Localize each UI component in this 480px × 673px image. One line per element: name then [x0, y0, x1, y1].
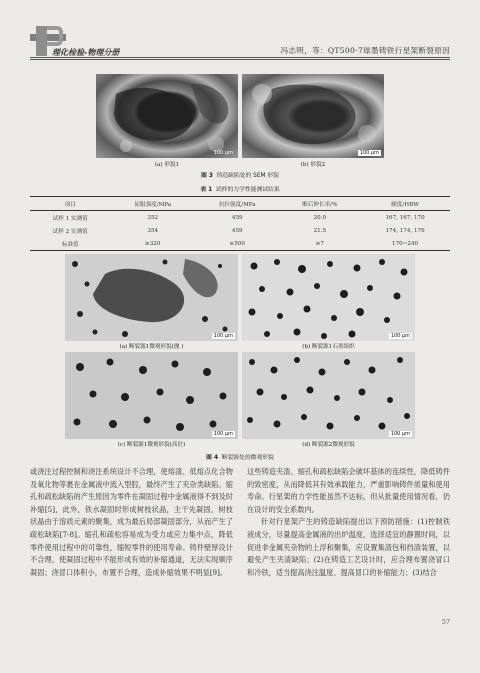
- micrograph-dots: [65, 254, 238, 341]
- figure3-sub-caption-a: (a) 形貌1: [154, 162, 180, 168]
- table-header: 抗拉强度/MPa: [218, 201, 256, 208]
- micrograph-graphite-structure: [242, 254, 415, 341]
- table-cell: 352: [147, 214, 159, 221]
- micrograph-fracture-source-1-high-mag: [65, 352, 238, 439]
- body-column-right: [247, 466, 450, 579]
- figure4-sub-caption-d: (d) 断裂源2微观形貌: [302, 442, 355, 448]
- table-cell: 20.0: [313, 214, 327, 221]
- micrograph-fracture-source-1: [65, 254, 238, 341]
- table-cell: 试样 1 实测值: [52, 215, 88, 222]
- scale-bar-label: 100 μm: [359, 150, 379, 156]
- page-number: 57: [441, 618, 450, 626]
- table-cell: 标准值: [61, 241, 79, 248]
- table-header-row: [30, 197, 450, 211]
- figure3-sub-caption-b: (b) 形貌2: [300, 162, 326, 168]
- journal-name: 理化检验-物理分册: [52, 48, 120, 57]
- sem-image-morphology-2: [242, 74, 384, 158]
- table-header: 断后伸长率/%: [302, 201, 338, 208]
- table-header: 屈服强度/MPa: [134, 201, 172, 208]
- scale-bar-label: 100 μm: [390, 431, 410, 437]
- figure3-caption: 图 3 铸造缺陷处的 SEM 形貌: [201, 173, 279, 179]
- table-cell: ≥500: [229, 240, 245, 247]
- body-paragraph: 针对行星架产生的铸造缺陷提出以下预防措施：(1)控制铁液成分，尽量提高金属液的出炉温度，选择适宜的静置时间，以促进非金属夹杂物的上浮和聚集，应设置集渣包和挡渣装置，以避免产生夹渣缺陷；(2)在铸造工艺设计时，应合理布置浇冒口和冷铁，适当提高浇注温度、提高冒口的补缩能力；(3)结合: [247, 517, 450, 577]
- header-rule: [30, 57, 450, 58]
- table-row: [30, 211, 450, 225]
- micrograph-fracture-source-2: [242, 352, 415, 439]
- body-paragraph: 这些铸造夹渣、缩孔和疏松缺陷会破坏基体的连续性，降低铸件的致密度，从而降低其有效承载能力，严重影响铸件质量和使用寿命。行星架的力学性能虽然不达标，但从批量使用情况看，仍在设计的安全系数内。: [247, 467, 450, 514]
- table-cell: 174, 174, 176: [385, 227, 425, 234]
- figure4-sub-caption-c: (c) 断裂源1微观形貌(高倍): [117, 442, 186, 448]
- scale-bar-label: 100 μm: [213, 150, 233, 156]
- table-cell: ≥320: [145, 240, 161, 247]
- header-rule: [30, 59, 450, 60]
- table-cell: 459: [231, 227, 243, 234]
- graphite-nodules: [242, 254, 415, 341]
- figure4-caption: 图 4 断裂源处的微观形貌: [206, 455, 274, 461]
- running-title: 冯志明，等：QT500-7球墨铸铁行星架断裂原因: [280, 46, 450, 55]
- table-cell: 21.5: [313, 227, 327, 234]
- table-cell: 试样 2 实测值: [52, 228, 88, 235]
- table-row: [30, 224, 450, 237]
- micrograph-dots: [65, 352, 238, 439]
- table-cell: 354: [147, 227, 159, 234]
- table-row: [30, 237, 450, 251]
- figure4-sub-caption-a: (a) 断裂源1微观形貌(抛 ): [119, 344, 184, 350]
- table-cell: 459: [231, 214, 243, 221]
- figure4-sub-caption-b: (b) 断裂源1石墨组织: [302, 344, 355, 350]
- table-cell: 167, 167, 170: [385, 214, 425, 221]
- table-header: 硬度/HBW: [391, 201, 419, 208]
- scale-bar-label: 100 μm: [390, 333, 410, 339]
- sem-image-morphology-1: [96, 74, 238, 158]
- table1-caption: 表 1 试样的力学性能测试结果: [200, 187, 280, 193]
- table-header: 项目: [64, 201, 76, 208]
- micrograph-dots: [242, 352, 415, 439]
- mechanical-properties-table: [30, 196, 450, 251]
- body-paragraph: 或浇注过程控制和浇注系统设计不合理，使熔渣、低熔点化合物及氧化物等裹在金属液中流入型腔，最终产生了夹杂类缺陷。缩孔和疏松缺陷的产生原因为零件在凝固过程中金属液得不到及时补缩[5]，此外，铁水凝固时形成树枝状晶，主干先凝固，树枝状晶由于溶质元素的聚集，成为最后局部凝固部分，从而产生了疏松缺陷[7-8]。缩孔和疏松容易成为受力或应力集中点，降低零件使用过程中的可靠性，缩短零件的使用寿命。铸件壁厚设计不合理，使凝固过程中不能形成有效的补缩通道，无法实现顺序凝固；浇冒口体积小，布置不合理，造成补缩效果不明显[9]。: [30, 467, 233, 577]
- scale-bar-label: 100 μm: [213, 333, 233, 339]
- table-cell: 170~240: [392, 240, 419, 247]
- scale-bar-label: 100 μm: [213, 431, 233, 437]
- table-cell: ≥7: [315, 240, 324, 247]
- body-column-left: [30, 466, 233, 579]
